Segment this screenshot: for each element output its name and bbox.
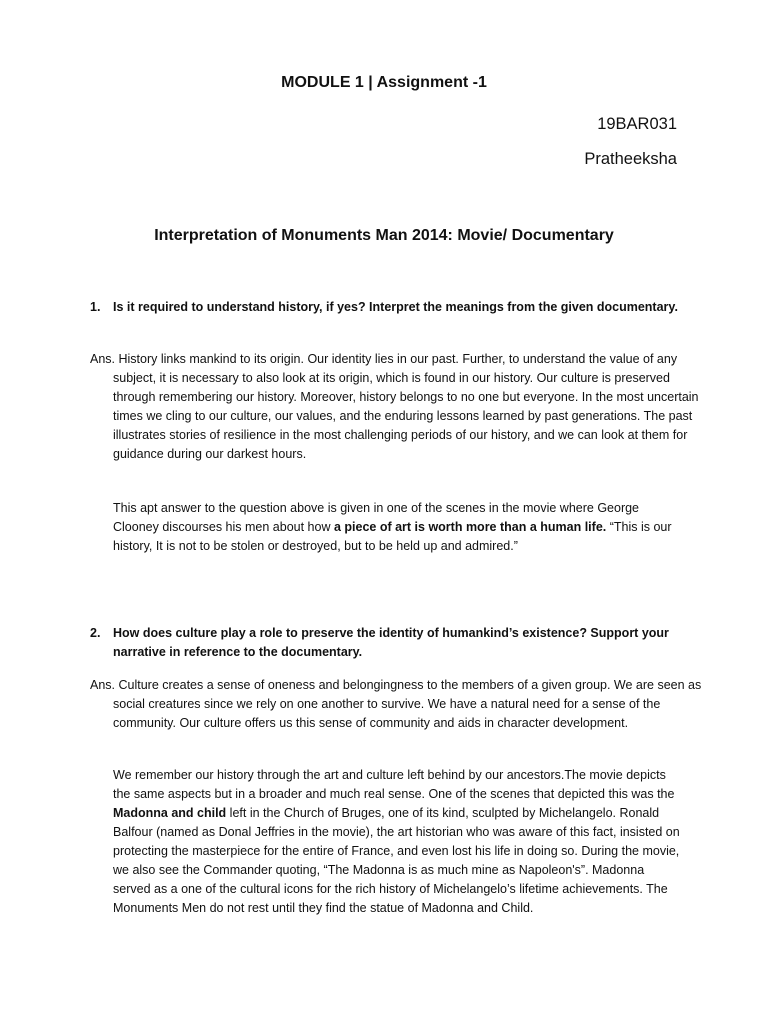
answer-1-paragraph-1: Ans. History links mankind to its origin. Our identity lies in our past. Further, to understand the value of any subject, it is necessary to also look at its origin, which is found in our history. Our culture is preserved through remembering our history. Moreover, history belongs to no one but everyone. In the most uncertain times we cling to our culture, our values, and the enduring lessons learned by past generations. The past illustrates stories of resilience in the most challenging periods of our history, and we can look at them for guidance during our darkest hours. bbox=[90, 352, 699, 461]
answer-1-paragraph-2-start: This apt answer to the question above is given in one of the scenes in the movie where George Clooney discourses his men about how bbox=[113, 501, 640, 534]
question-1-text: Is it required to understand history, if yes? Interpret the meanings from the given documentary. bbox=[113, 300, 678, 314]
answer-2-paragraph-2 bbox=[113, 766, 680, 918]
answer-2-paragraph-2-end: left in the Church of Bruges, one of its kind, sculpted by Michelangelo. Ronald Balfour (named as Donal Jeffries in the movie), the art historian who was aware of this fact, insisted on protecting the masterpiece for the entire of France, and even lost his life in doing so. During the movie, we also see the Commander quoting, “The Madonna is as much mine as Napoleon's”. Madonna served as a one of the cultural icons for the rich history of Michelangelo’s lifetime achievements. The Monuments Men do not rest until they find the statue of Madonna and Child. bbox=[113, 806, 680, 915]
answer-2-paragraph-1: Ans. Culture creates a sense of oneness and belongingness to the members of a given group. We are seen as social creatures since we rely on one another to survive. We have a natural need for a sense of the community. Our culture offers us this sense of community and aids in character development. bbox=[90, 678, 702, 730]
answer-2-paragraph-2-bold: Madonna and child bbox=[113, 806, 227, 820]
module-title: MODULE 1 | Assignment -1 bbox=[281, 74, 487, 91]
answer-1-paragraph-2-end: “This is our history, It is not to be stolen or destroyed, but to be held up and admired.” bbox=[113, 520, 672, 553]
document-heading: Interpretation of Monuments Man 2014: Movie/ Documentary bbox=[154, 227, 614, 244]
roll-number: 19BAR031 bbox=[597, 115, 677, 133]
answer-2-paragraph-2-start: We remember our history through the art and culture left behind by our ancestors.The movie depicts the same aspects but in a broader and much real sense. One of the scenes that depicted this was the bbox=[113, 768, 675, 801]
question-2-text: How does culture play a role to preserve the identity of humankind’s existence? Support your narrative in reference to the documentary. bbox=[113, 626, 669, 659]
question-1 bbox=[90, 298, 690, 317]
question-1-number: 1. bbox=[90, 300, 101, 314]
question-2-number: 2. bbox=[90, 626, 101, 640]
question-2 bbox=[90, 624, 690, 662]
author-name: Pratheeksha bbox=[584, 150, 677, 168]
answer-1-paragraph-2-bold: a piece of art is worth more than a human life. bbox=[333, 520, 607, 534]
answer-1-paragraph-2 bbox=[113, 499, 680, 556]
